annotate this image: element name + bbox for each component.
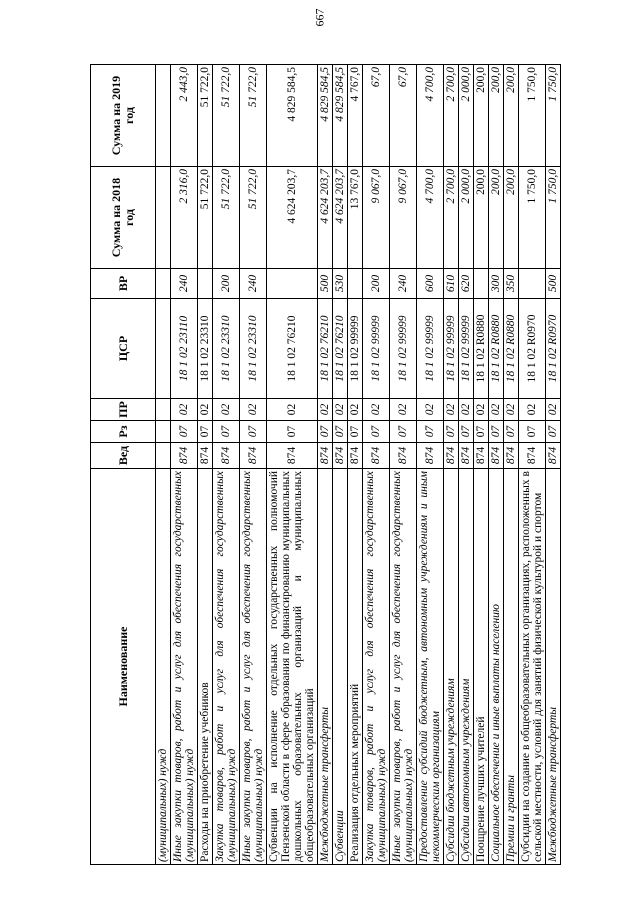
row-vr: 600 (417, 269, 444, 299)
row-name: Расходы на приобретение учебников (198, 469, 213, 865)
row-sum-2019 (156, 65, 171, 167)
row-csr: 18 1 02 R0970 (519, 299, 546, 399)
row-ved: 874 (474, 443, 489, 469)
row-sum-2018: 4 624 203,7 (267, 167, 318, 269)
row-name: Субсидии на создание в общеобразовательных организациях, расположенных в сельской местности, условий для занятий физической культурой и спортом (519, 469, 546, 865)
row-sum-2018: 4 624 203,7 (333, 167, 348, 269)
row-csr: 18 1 02 99999 (363, 299, 390, 399)
header-csr: ЦСР (91, 299, 156, 399)
row-sum-2018: 200,0 (489, 167, 504, 269)
row-ved: 874 (333, 443, 348, 469)
row-csr: 18 1 02 99999 (459, 299, 474, 399)
header-name: Наименование (91, 469, 156, 865)
table-row (417, 65, 444, 865)
row-sum-2019: 1 750,0 (546, 65, 561, 167)
row-sum-2018: 200,0 (504, 167, 519, 269)
row-sum-2019: 2 443,0 (171, 65, 198, 167)
row-vr: 620 (459, 269, 474, 299)
row-sum-2018 (156, 167, 171, 269)
row-vr: 530 (333, 269, 348, 299)
row-sum-2018: 1 750,0 (519, 167, 546, 269)
row-sum-2019: 200,0 (489, 65, 504, 167)
row-pr: 02 (519, 399, 546, 421)
row-sum-2019: 1 750,0 (519, 65, 546, 167)
table-row (390, 65, 417, 865)
table-row (546, 65, 561, 865)
row-csr: 18 1 02 76210 (267, 299, 318, 399)
table-row (444, 65, 459, 865)
table-row (198, 65, 213, 865)
row-pr: 02 (318, 399, 333, 421)
table-row (267, 65, 318, 865)
row-name: Закупка товаров, работ и услуг для обеспечения государственных (муниципальных) нужд (213, 469, 240, 865)
row-vr: 350 (504, 269, 519, 299)
row-rz: 07 (363, 421, 390, 443)
row-sum-2019: 4 829 584,5 (333, 65, 348, 167)
row-name: Предоставление субсидий бюджетным, автономным учреждениям и иным некоммерческим организациям (417, 469, 444, 865)
row-pr: 02 (213, 399, 240, 421)
row-csr: 18 1 02 99999 (444, 299, 459, 399)
table-row (519, 65, 546, 865)
row-vr: 300 (489, 269, 504, 299)
row-rz: 07 (333, 421, 348, 443)
row-rz: 07 (267, 421, 318, 443)
row-vr: 240 (171, 269, 198, 299)
row-pr (156, 399, 171, 421)
row-name: Субсидии бюджетным учреждениям (444, 469, 459, 865)
header-pr: ПР (91, 399, 156, 421)
row-sum-2019: 4 829 584,5 (318, 65, 333, 167)
row-pr: 02 (459, 399, 474, 421)
row-rz: 07 (474, 421, 489, 443)
row-name: Межбюджетные трансферты (318, 469, 333, 865)
row-sum-2018: 4 700,0 (417, 167, 444, 269)
row-ved: 874 (171, 443, 198, 469)
row-csr: 18 1 02 R0970 (546, 299, 561, 399)
row-vr (198, 269, 213, 299)
row-sum-2019: 4 829 584,5 (267, 65, 318, 167)
row-rz: 07 (171, 421, 198, 443)
row-name: Субсидии автономным учреждениям (459, 469, 474, 865)
row-rz: 07 (417, 421, 444, 443)
table-row (213, 65, 240, 865)
row-vr (474, 269, 489, 299)
row-csr: 18 1 02 23310 (240, 299, 267, 399)
row-name: Межбюджетные трансферты (546, 469, 561, 865)
row-rz: 07 (546, 421, 561, 443)
header-ved: Вед (91, 443, 156, 469)
row-rz: 07 (519, 421, 546, 443)
row-csr: 18 1 02 76210 (318, 299, 333, 399)
row-sum-2018: 2 316,0 (171, 167, 198, 269)
row-sum-2019: 200,0 (504, 65, 519, 167)
row-name: Закупка товаров, работ и услуг для обеспечения государственных (муниципальных) нужд (363, 469, 390, 865)
row-sum-2019: 200,0 (474, 65, 489, 167)
row-ved: 874 (444, 443, 459, 469)
header-vr: ВР (91, 269, 156, 299)
row-sum-2018: 51 722,0 (240, 167, 267, 269)
table-row (474, 65, 489, 865)
row-pr: 02 (417, 399, 444, 421)
row-pr: 02 (267, 399, 318, 421)
row-ved: 874 (459, 443, 474, 469)
row-pr: 02 (546, 399, 561, 421)
row-ved: 874 (267, 443, 318, 469)
row-ved: 874 (240, 443, 267, 469)
row-sum-2019: 51 722,0 (213, 65, 240, 167)
row-vr (348, 269, 363, 299)
row-sum-2018: 13 767,0 (348, 167, 363, 269)
row-csr: 18 1 02 99999 (348, 299, 363, 399)
row-rz: 07 (213, 421, 240, 443)
row-ved: 874 (504, 443, 519, 469)
row-rz: 07 (390, 421, 417, 443)
row-rz: 07 (444, 421, 459, 443)
row-pr: 02 (333, 399, 348, 421)
row-ved (156, 443, 171, 469)
row-sum-2018: 9 067,0 (390, 167, 417, 269)
row-sum-2018: 51 722,0 (198, 167, 213, 269)
table-row (363, 65, 390, 865)
row-vr: 610 (444, 269, 459, 299)
row-ved: 874 (519, 443, 546, 469)
row-sum-2018: 200,0 (474, 167, 489, 269)
row-ved: 874 (489, 443, 504, 469)
row-name: Реализация отдельных мероприятий (348, 469, 363, 865)
row-vr: 200 (213, 269, 240, 299)
row-pr: 02 (363, 399, 390, 421)
header-sum-2019: Сумма на 2019 год (91, 65, 156, 167)
row-name: Премии и гранты (504, 469, 519, 865)
row-vr: 500 (318, 269, 333, 299)
row-name: Иные закупки товаров, работ и услуг для обеспечения государственных (муниципальных) нужд (240, 469, 267, 865)
row-name: Иные закупки товаров, работ и услуг для обеспечения государственных (муниципальных) нужд (390, 469, 417, 865)
row-rz: 07 (459, 421, 474, 443)
row-csr: 18 1 02 99999 (390, 299, 417, 399)
table-row (240, 65, 267, 865)
row-name: (муниципальных) нужд (156, 469, 171, 865)
row-sum-2018: 1 750,0 (546, 167, 561, 269)
row-pr: 02 (474, 399, 489, 421)
row-sum-2019: 67,0 (363, 65, 390, 167)
table-row (504, 65, 519, 865)
budget-table (90, 64, 561, 865)
row-vr: 240 (240, 269, 267, 299)
row-pr: 02 (348, 399, 363, 421)
table-row (459, 65, 474, 865)
row-sum-2018: 2 700,0 (444, 167, 459, 269)
row-ved: 874 (390, 443, 417, 469)
row-sum-2019: 4 700,0 (417, 65, 444, 167)
row-vr (156, 269, 171, 299)
row-csr: 18 1 02 99999 (417, 299, 444, 399)
row-csr: 18 1 02 23310 (198, 299, 213, 399)
row-pr: 02 (390, 399, 417, 421)
page-number: 667 (312, 8, 327, 27)
table-row (156, 65, 171, 865)
row-rz: 07 (318, 421, 333, 443)
row-sum-2019: 2 700,0 (444, 65, 459, 167)
table-row (318, 65, 333, 865)
row-rz: 07 (240, 421, 267, 443)
row-ved: 874 (363, 443, 390, 469)
row-name: Субвенции (333, 469, 348, 865)
header-sum-2018: Сумма на 2018 год (91, 167, 156, 269)
row-ved: 874 (213, 443, 240, 469)
row-sum-2018: 51 722,0 (213, 167, 240, 269)
row-csr: 18 1 02 R0880 (489, 299, 504, 399)
row-rz: 07 (348, 421, 363, 443)
row-pr: 02 (489, 399, 504, 421)
row-ved: 874 (198, 443, 213, 469)
row-vr (267, 269, 318, 299)
row-sum-2019: 67,0 (390, 65, 417, 167)
row-ved: 874 (546, 443, 561, 469)
row-pr: 02 (171, 399, 198, 421)
row-rz: 07 (489, 421, 504, 443)
row-csr: 18 1 02 R0880 (474, 299, 489, 399)
row-rz (156, 421, 171, 443)
row-name: Социальное обеспечение и иные выплаты населению (489, 469, 504, 865)
table-row (489, 65, 504, 865)
row-csr (156, 299, 171, 399)
table-row (333, 65, 348, 865)
row-sum-2019: 51 722,0 (198, 65, 213, 167)
row-ved: 874 (417, 443, 444, 469)
row-sum-2019: 2 000,0 (459, 65, 474, 167)
row-csr: 18 1 02 23110 (171, 299, 198, 399)
row-pr: 02 (504, 399, 519, 421)
row-pr: 02 (240, 399, 267, 421)
row-rz: 07 (504, 421, 519, 443)
header-row (91, 65, 156, 865)
row-vr: 500 (546, 269, 561, 299)
row-name: Иные закупки товаров, работ и услуг для обеспечения государственных (муниципальных) нужд (171, 469, 198, 865)
row-sum-2018: 2 000,0 (459, 167, 474, 269)
header-rz: Рз (91, 421, 156, 443)
rotated-table-container (90, 65, 580, 865)
row-sum-2019: 51 722,0 (240, 65, 267, 167)
row-csr: 18 1 02 R0880 (504, 299, 519, 399)
row-name: Субвенции на исполнение отдельных государственных полномочий Пензенской области в сфере образования по финансированию муниципальных дошкольных образовательных организаций и муниципальных общеобразовательных организаций (267, 469, 318, 865)
row-vr: 240 (390, 269, 417, 299)
row-sum-2018: 9 067,0 (363, 167, 390, 269)
row-sum-2019: 4 767,0 (348, 65, 363, 167)
table-row (348, 65, 363, 865)
row-ved: 874 (318, 443, 333, 469)
row-csr: 18 1 02 23310 (213, 299, 240, 399)
row-sum-2018: 4 624 203,7 (318, 167, 333, 269)
row-pr: 02 (198, 399, 213, 421)
row-pr: 02 (444, 399, 459, 421)
table-row (171, 65, 198, 865)
row-rz: 07 (198, 421, 213, 443)
row-csr: 18 1 02 76210 (333, 299, 348, 399)
row-name: Поощрение лучших учителей (474, 469, 489, 865)
row-vr: 200 (363, 269, 390, 299)
row-ved: 874 (348, 443, 363, 469)
row-vr (519, 269, 546, 299)
